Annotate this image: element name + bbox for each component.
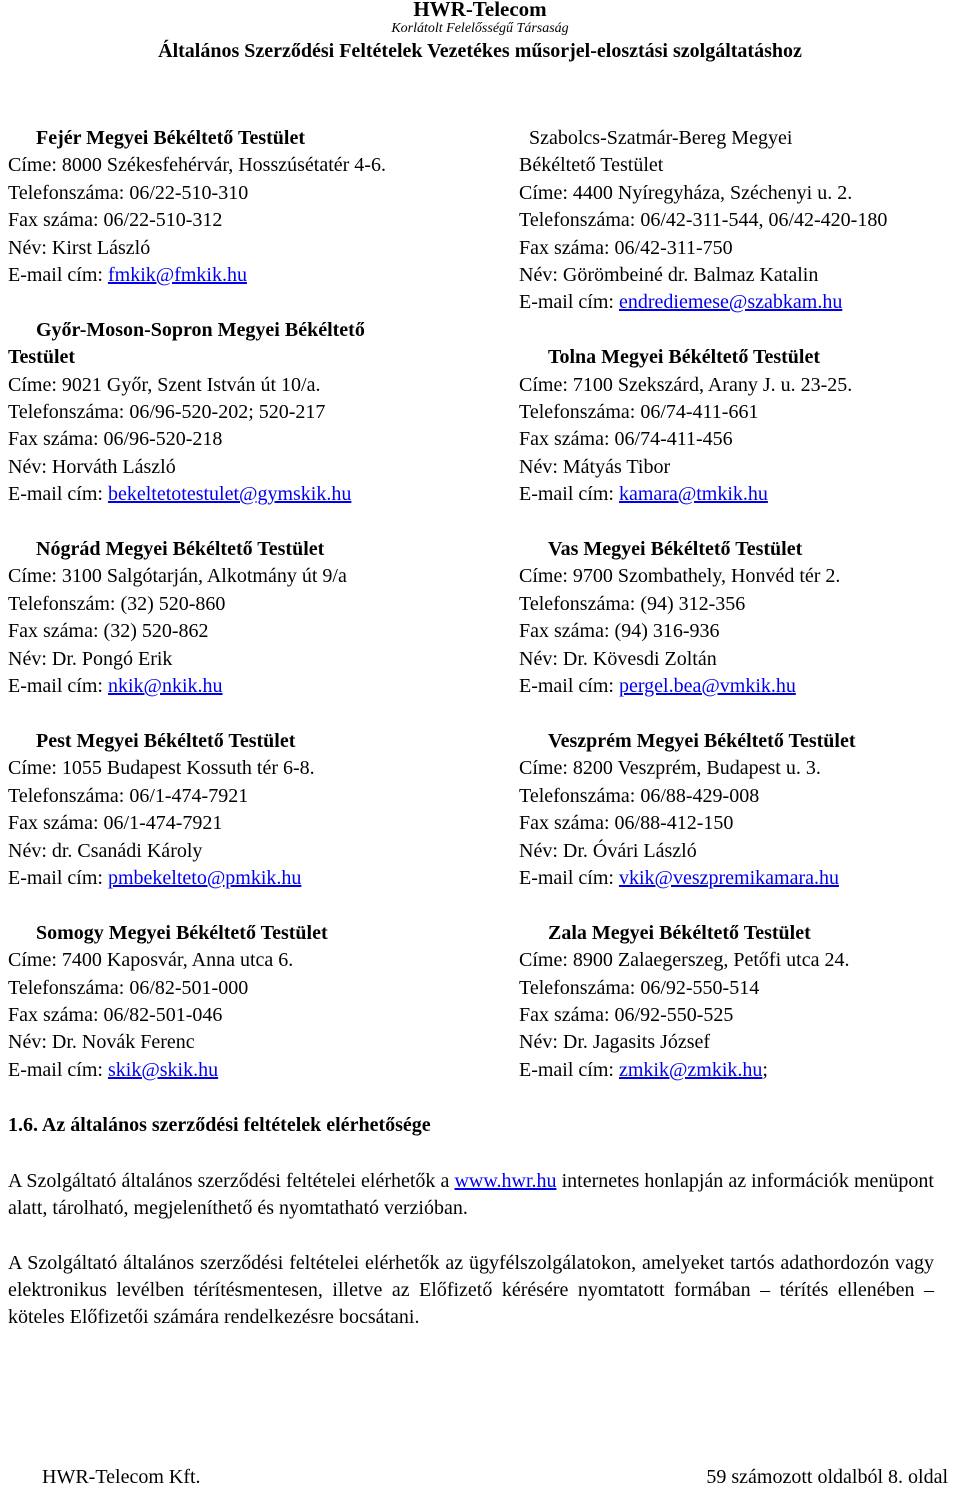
footer-company: HWR-Telecom Kft. — [42, 1466, 201, 1488]
board-contact: Név: Kirst László — [8, 236, 151, 259]
email-link[interactable]: vkik@veszpremikamara.hu — [618, 866, 839, 889]
board-email-line — [519, 289, 960, 316]
footer-page-number: 59 számozott oldalból 8. oldal — [706, 1466, 948, 1488]
section-heading: 1.6. Az általános szerződési feltételek elérhetősége — [8, 1114, 431, 1136]
board-phone: Telefonszáma: 06/22-510-310 — [8, 181, 249, 204]
board-email-line — [8, 1057, 488, 1084]
email-label: E-mail cím: — [519, 1058, 619, 1081]
email-link[interactable]: bekeltetotestulet@gymskik.hu — [107, 483, 352, 506]
board-phone: Telefonszáma: 06/1-474-7921 — [8, 784, 249, 807]
email-label: E-mail cím: — [8, 1058, 108, 1081]
board-address: Címe: 9021 Győr, Szent István út 10/a. — [8, 373, 321, 396]
board-name-line1: Szabolcs-Szatmár-Bereg Megyei — [529, 127, 793, 149]
board-fax: Fax száma: 06/88-412-150 — [519, 812, 734, 835]
board-contact: Név: Dr. Jagasits József — [519, 1031, 711, 1054]
paragraph-customer-service: A Szolgáltató általános szerződési feltételei elérhetők az ügyfélszolgálatokon, amelyeket tartós adathordozón vagy elektronikus levélben térítésmentesen, illetve az Előfizető kérésére nyomtatott formában – térítés ellenében – köteles Előfizetői számára rendelkezésre bocsátani. — [8, 1252, 934, 1328]
email-link[interactable]: nkik@nkik.hu — [107, 675, 223, 698]
board-fax: Fax száma: (32) 520-862 — [8, 620, 209, 643]
board-address: Címe: 7100 Szekszárd, Arany J. u. 23-25. — [519, 373, 853, 396]
spacer — [519, 317, 960, 344]
email-link[interactable]: zmkik@zmkik.hu — [618, 1058, 763, 1081]
board-fax: Fax száma: 06/92-550-525 — [519, 1003, 734, 1026]
board-address: Címe: 1055 Budapest Kossuth tér 6-8. — [8, 757, 315, 780]
board-phone: Telefonszáma: 06/82-501-000 — [8, 976, 249, 999]
board-email-line — [519, 481, 960, 508]
board-entry-fejer — [8, 125, 488, 289]
email-label: E-mail cím: — [8, 483, 108, 506]
email-label: E-mail cím: — [519, 675, 619, 698]
email-link[interactable]: endrediemese@szabkam.hu — [618, 291, 843, 314]
email-suffix: ; — [762, 1058, 768, 1081]
board-phone: Telefonszáma: 06/92-550-514 — [519, 976, 760, 999]
board-email-line — [8, 481, 488, 508]
board-name: Somogy Megyei Békéltető Testület — [36, 921, 328, 944]
page-header — [0, 0, 960, 64]
board-name: Pest Megyei Békéltető Testület — [36, 729, 296, 752]
board-phone: Telefonszáma: (94) 312-356 — [519, 592, 746, 615]
board-fax: Fax száma: (94) 316-936 — [519, 620, 720, 643]
document-title: Általános Szerződési Feltételek Vezetékes műsorjel-elosztási szolgáltatáshoz — [158, 40, 802, 62]
left-column — [8, 125, 488, 1112]
email-link[interactable]: fmkik@fmkik.hu — [107, 264, 247, 287]
email-link[interactable]: kamara@tmkik.hu — [618, 483, 768, 506]
board-address: Címe: 8900 Zalaegerszeg, Petőfi utca 24. — [519, 949, 850, 972]
board-contact: Név: Horváth László — [8, 455, 176, 478]
board-contact: Név: dr. Csanádi Károly — [8, 839, 203, 862]
board-entry-nograd — [8, 536, 488, 700]
board-contact: Név: Dr. Kövesdi Zoltán — [519, 647, 717, 670]
board-name: Nógrád Megyei Békéltető Testület — [36, 538, 325, 561]
board-name: Zala Megyei Békéltető Testület — [548, 921, 811, 944]
board-email-line — [519, 1057, 960, 1084]
board-address: Címe: 3100 Salgótarján, Alkotmány út 9/a — [8, 565, 347, 588]
board-fax: Fax száma: 06/1-474-7921 — [8, 812, 223, 835]
board-fax: Fax száma: 06/96-520-218 — [8, 428, 223, 451]
board-entry-vas — [519, 536, 960, 700]
paragraph-text: internetes honlapján az információk menüpont alatt, tárolható, megjeleníthető és nyomtatható verzióban. — [8, 1170, 934, 1219]
board-entry-somogy — [8, 920, 488, 1084]
board-entry-tolna — [519, 344, 960, 508]
email-link[interactable]: pmbekelteto@pmkik.hu — [107, 866, 302, 889]
board-email-line — [519, 673, 960, 700]
board-entry-zala — [519, 920, 960, 1084]
board-contact: Név: Dr. Novák Ferenc — [8, 1031, 195, 1054]
board-address: Címe: 7400 Kaposvár, Anna utca 6. — [8, 949, 294, 972]
board-address: Címe: 8000 Székesfehérvár, Hosszúsétatér 4-6. — [8, 154, 386, 177]
board-phone: Telefonszáma: 06/88-429-008 — [519, 784, 760, 807]
board-address: Címe: 8200 Veszprém, Budapest u. 3. — [519, 757, 821, 780]
board-fax: Fax száma: 06/82-501-046 — [8, 1003, 223, 1026]
board-email-line — [8, 673, 488, 700]
company-subtitle: Korlátolt Felelősségű Társaság — [391, 21, 569, 36]
board-contact: Név: Mátyás Tibor — [519, 455, 671, 478]
board-entry-gyor — [8, 317, 488, 509]
email-label: E-mail cím: — [519, 291, 619, 314]
board-address: Címe: 9700 Szombathely, Honvéd tér 2. — [519, 565, 841, 588]
board-phone: Telefonszám: (32) 520-860 — [8, 592, 226, 615]
board-contact: Név: Dr. Óvári László — [519, 839, 697, 862]
board-name-line1: Győr-Moson-Sopron Megyei Békéltető — [36, 318, 365, 341]
board-entry-szabolcs — [519, 125, 960, 317]
email-label: E-mail cím: — [8, 675, 108, 698]
board-name-line2: Testület — [8, 346, 76, 369]
board-entry-veszprem — [519, 728, 960, 892]
board-email-line — [8, 262, 488, 289]
board-phone: Telefonszáma: 06/74-411-661 — [519, 401, 759, 424]
board-email-line — [519, 865, 960, 892]
board-fax: Fax száma: 06/22-510-312 — [8, 209, 223, 232]
email-link[interactable]: skik@skik.hu — [107, 1058, 219, 1081]
board-entry-pest — [8, 728, 488, 892]
paragraph-text: A Szolgáltató általános szerződési feltételei elérhetők a — [8, 1170, 455, 1192]
board-name: Vas Megyei Békéltető Testület — [548, 538, 803, 561]
paragraph-website — [8, 1168, 934, 1222]
board-name: Fejér Megyei Békéltető Testület — [36, 127, 305, 149]
board-name: Tolna Megyei Békéltető Testület — [548, 346, 821, 369]
board-contact: Név: Dr. Pongó Erik — [8, 647, 173, 670]
email-link[interactable]: pergel.bea@vmkik.hu — [618, 675, 796, 698]
board-fax: Fax száma: 06/42-311-750 — [519, 236, 733, 259]
board-email-line — [8, 865, 488, 892]
right-column — [519, 125, 960, 1112]
board-fax: Fax száma: 06/74-411-456 — [519, 428, 733, 451]
email-label: E-mail cím: — [8, 866, 108, 889]
board-contact: Név: Görömbeiné dr. Balmaz Katalin — [519, 264, 819, 287]
board-name: Veszprém Megyei Békéltető Testület — [548, 729, 856, 752]
board-address: Címe: 4400 Nyíregyháza, Széchenyi u. 2. — [519, 181, 853, 204]
board-name-line2: Békéltető Testület — [519, 154, 664, 177]
website-link[interactable]: www.hwr.hu — [454, 1170, 557, 1192]
email-label: E-mail cím: — [519, 483, 619, 506]
company-name: HWR-Telecom — [413, 0, 547, 21]
email-label: E-mail cím: — [519, 866, 619, 889]
email-label: E-mail cím: — [8, 264, 108, 287]
board-phone: Telefonszáma: 06/96-520-202; 520-217 — [8, 401, 326, 424]
board-phone: Telefonszáma: 06/42-311-544, 06/42-420-180 — [519, 209, 888, 232]
